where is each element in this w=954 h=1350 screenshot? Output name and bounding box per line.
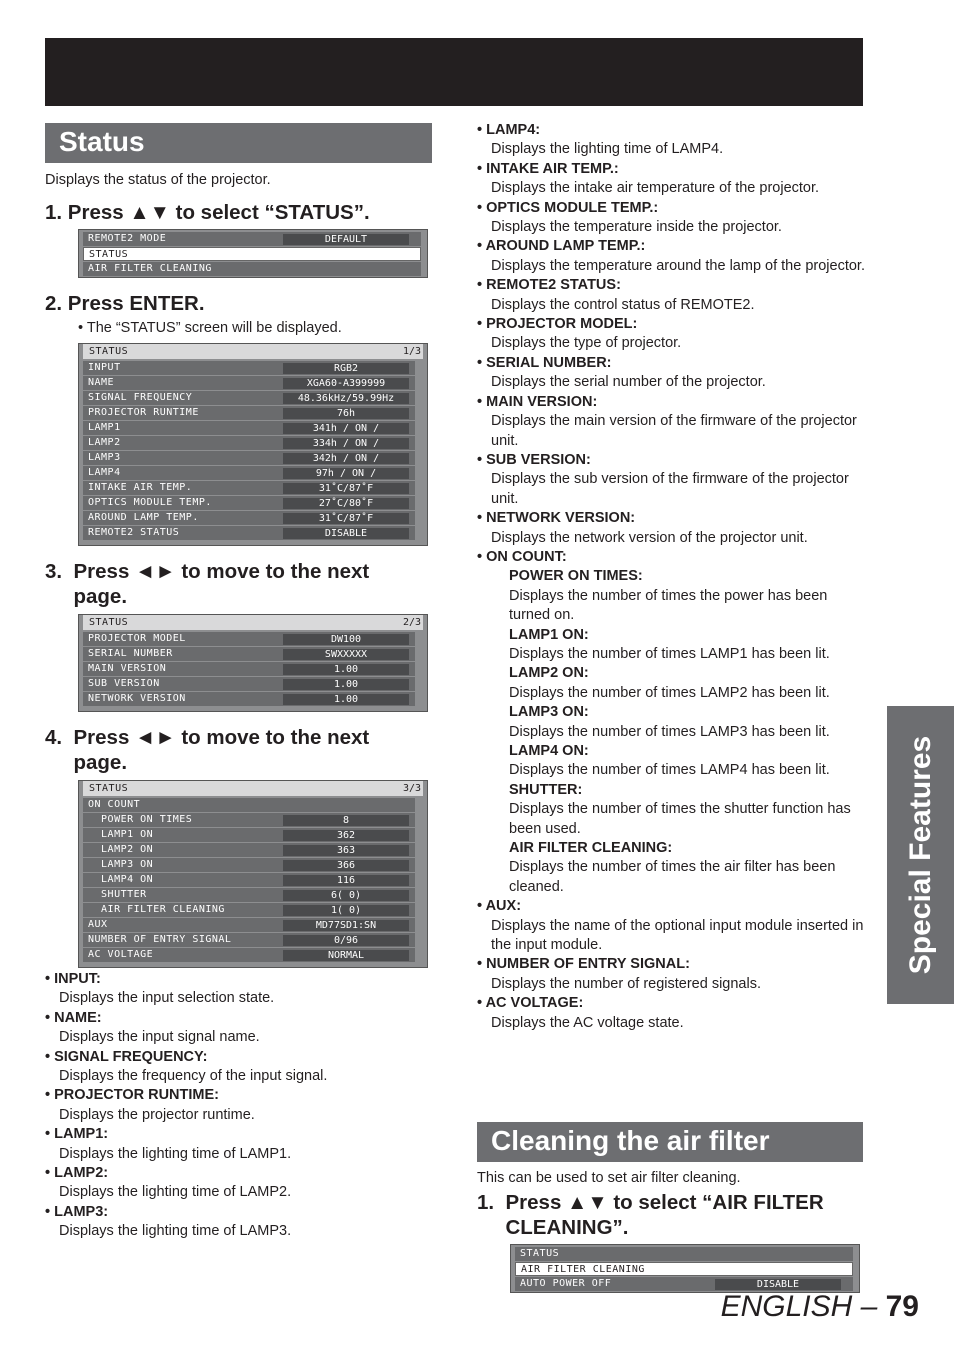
description-text: Displays the input selection state. bbox=[59, 990, 275, 1007]
status-row-label: NETWORK VERSION bbox=[88, 693, 186, 704]
description-item bbox=[45, 1086, 425, 1125]
description-term: • REMOTE2 STATUS: bbox=[477, 276, 867, 295]
description-text: Displays the temperature around the lamp of the projector. bbox=[491, 257, 865, 274]
description-item bbox=[477, 548, 867, 567]
description-term: • AROUND LAMP TEMP.: bbox=[477, 237, 867, 256]
menu-row-label: STATUS bbox=[89, 249, 129, 260]
description-term: • LAMP1: bbox=[45, 1125, 425, 1144]
status-screen-page-3 bbox=[78, 780, 428, 968]
description-item bbox=[477, 664, 867, 703]
status-screen-page-number: 1/3 bbox=[402, 346, 421, 357]
side-tab bbox=[887, 706, 954, 1004]
description-text: Displays the temperature inside the projector. bbox=[491, 219, 782, 236]
description-item bbox=[45, 1125, 425, 1164]
cleaning-intro: This can be used to set air filter cleaning. bbox=[477, 1170, 741, 1186]
status-row-value: 48.36kHz/59.99Hz bbox=[283, 393, 409, 404]
status-row-label: LAMP4 bbox=[88, 467, 121, 478]
status-row bbox=[83, 421, 415, 435]
status-step-3: 3. Press ◄► to move to the next page. bbox=[45, 560, 370, 608]
status-heading: Status bbox=[45, 123, 432, 163]
description-item bbox=[477, 354, 867, 393]
description-text: Displays the number of times LAMP3 has been lit. bbox=[509, 723, 830, 740]
description-text: Displays the AC voltage state. bbox=[491, 1014, 684, 1031]
status-row-label: POWER ON TIMES bbox=[88, 814, 193, 825]
description-item bbox=[45, 1009, 425, 1048]
description-term: • SIGNAL FREQUENCY: bbox=[45, 1048, 425, 1067]
description-text: Displays the lighting time of LAMP3. bbox=[59, 1223, 292, 1240]
status-row-label: INPUT bbox=[88, 362, 121, 373]
status-row-value: 1.00 bbox=[283, 679, 409, 690]
description-term: • NUMBER OF ENTRY SIGNAL: bbox=[477, 955, 867, 974]
status-row-value: 366 bbox=[283, 860, 409, 871]
menu-row-value: DEFAULT bbox=[283, 234, 409, 245]
status-row bbox=[83, 828, 415, 842]
status-row-label: LAMP3 ON bbox=[88, 859, 154, 870]
description-text: Displays the number of times the shutter function has been used. bbox=[509, 801, 851, 837]
description-term: LAMP3 ON: bbox=[509, 704, 589, 721]
status-row bbox=[83, 873, 415, 887]
description-text: Displays the control status of REMOTE2. bbox=[491, 296, 755, 313]
status-row bbox=[83, 933, 415, 947]
description-item bbox=[477, 839, 867, 897]
description-item bbox=[477, 315, 867, 354]
footer-language: ENGLISH – bbox=[720, 1290, 886, 1323]
description-text: Displays the lighting time of LAMP2. bbox=[59, 1184, 292, 1201]
description-text: Displays the input signal name. bbox=[59, 1029, 260, 1046]
description-term: • MAIN VERSION: bbox=[477, 393, 867, 412]
status-row-label: AROUND LAMP TEMP. bbox=[88, 512, 199, 523]
menu-status-select bbox=[78, 229, 428, 278]
description-text: Displays the lighting time of LAMP4. bbox=[491, 141, 724, 158]
description-term: • LAMP2: bbox=[45, 1164, 425, 1183]
status-row bbox=[83, 526, 415, 540]
status-row-label: ON COUNT bbox=[88, 799, 141, 810]
status-row-value: 362 bbox=[283, 830, 409, 841]
status-row bbox=[83, 632, 415, 646]
description-item bbox=[477, 781, 867, 839]
status-row-label: INTAKE AIR TEMP. bbox=[88, 482, 193, 493]
status-screen-page-number: 2/3 bbox=[402, 617, 421, 628]
menu-row bbox=[515, 1247, 853, 1261]
status-row-label: MAIN VERSION bbox=[88, 663, 167, 674]
description-text: Displays the number of times the air filter has been cleaned. bbox=[509, 859, 836, 895]
status-row-value: XGA60-A399999 bbox=[283, 378, 409, 389]
status-row-label: PROJECTOR RUNTIME bbox=[88, 407, 199, 418]
status-row bbox=[83, 662, 415, 676]
side-tab-label: Special Features bbox=[903, 735, 937, 975]
status-row bbox=[83, 361, 415, 375]
status-step-2-note: • The “STATUS” screen will be displayed. bbox=[78, 320, 342, 336]
status-row-value: 31˚C/87˚F bbox=[283, 483, 409, 494]
description-text: Displays the lighting time of LAMP1. bbox=[59, 1145, 292, 1162]
menu-row bbox=[515, 1277, 853, 1291]
description-item bbox=[45, 1164, 425, 1203]
status-row bbox=[83, 692, 415, 706]
status-row-value: 1.00 bbox=[283, 694, 409, 705]
description-term: • NAME: bbox=[45, 1009, 425, 1028]
left-descriptions bbox=[45, 970, 425, 1242]
status-row bbox=[83, 391, 415, 405]
description-term: • PROJECTOR RUNTIME: bbox=[45, 1086, 425, 1105]
description-term: LAMP2 ON: bbox=[509, 665, 589, 682]
description-term: • LAMP3: bbox=[45, 1203, 425, 1222]
status-screen-page-number: 3/3 bbox=[402, 783, 421, 794]
description-item bbox=[477, 160, 867, 199]
status-row-label: LAMP3 bbox=[88, 452, 121, 463]
description-item bbox=[45, 1203, 425, 1242]
description-item bbox=[477, 121, 867, 160]
status-row bbox=[83, 481, 415, 495]
status-row-label: LAMP2 ON bbox=[88, 844, 154, 855]
status-row-value: 31˚C/87˚F bbox=[283, 513, 409, 524]
description-item bbox=[477, 703, 867, 742]
description-term: LAMP1 ON: bbox=[509, 626, 589, 643]
description-text: Displays the number of registered signals. bbox=[491, 975, 761, 992]
description-item bbox=[477, 567, 867, 625]
status-row-label: AC VOLTAGE bbox=[88, 949, 154, 960]
cleaning-step-1: 1. Press ▲▼ to select “AIR FILTER CLEANING”. bbox=[477, 1191, 824, 1239]
menu-row-label: AUTO POWER OFF bbox=[520, 1278, 612, 1289]
status-screen-title: STATUS bbox=[89, 783, 129, 794]
description-item bbox=[477, 994, 867, 1033]
status-row-label: SHUTTER bbox=[88, 889, 147, 900]
status-row bbox=[83, 843, 415, 857]
status-row-label: SUB VERSION bbox=[88, 678, 160, 689]
description-term: • AC VOLTAGE: bbox=[477, 994, 867, 1013]
status-row-value: 341h / ON / bbox=[283, 423, 409, 434]
status-row-value: NORMAL bbox=[283, 950, 409, 961]
status-row-value: 342h / ON / bbox=[283, 453, 409, 464]
status-row-label: PROJECTOR MODEL bbox=[88, 633, 186, 644]
status-row-value: MD77SD1:SN bbox=[283, 920, 409, 931]
description-text: Displays the projector runtime. bbox=[59, 1106, 255, 1123]
description-term: • LAMP4: bbox=[477, 121, 867, 140]
menu-row bbox=[83, 247, 421, 261]
status-screen-page-2 bbox=[78, 614, 428, 712]
status-step-1: 1. Press ▲▼ to select “STATUS”. bbox=[45, 201, 370, 224]
description-term: • INPUT: bbox=[45, 970, 425, 989]
status-row-label: LAMP2 bbox=[88, 437, 121, 448]
status-row-value: DW100 bbox=[283, 634, 409, 645]
description-text: Displays the name of the optional input module inserted in the input module. bbox=[491, 917, 864, 954]
status-row-label: LAMP1 ON bbox=[88, 829, 154, 840]
top-banner bbox=[45, 38, 863, 106]
status-row bbox=[83, 798, 415, 812]
menu-row-label: AIR FILTER CLEANING bbox=[88, 263, 212, 274]
menu-row bbox=[515, 1262, 853, 1276]
status-row-value: 363 bbox=[283, 845, 409, 856]
description-text: Displays the serial number of the projector. bbox=[491, 374, 766, 391]
status-row bbox=[83, 918, 415, 932]
description-term: • SERIAL NUMBER: bbox=[477, 354, 867, 373]
description-item bbox=[477, 742, 867, 781]
status-row-value: 1.00 bbox=[283, 664, 409, 675]
status-row-value: 6( 0) bbox=[283, 890, 409, 901]
menu-row bbox=[83, 262, 421, 276]
status-screen-header bbox=[83, 344, 423, 359]
status-row-label: AIR FILTER CLEANING bbox=[88, 904, 225, 915]
status-row-label: NAME bbox=[88, 377, 115, 388]
status-row-value: 116 bbox=[283, 875, 409, 886]
page-number: 79 bbox=[885, 1290, 919, 1323]
description-text: Displays the type of projector. bbox=[491, 335, 682, 352]
status-row bbox=[83, 451, 415, 465]
description-term: • OPTICS MODULE TEMP.: bbox=[477, 199, 867, 218]
description-term: POWER ON TIMES: bbox=[509, 568, 643, 585]
description-text: Displays the frequency of the input signal. bbox=[59, 1068, 328, 1085]
status-row-label: OPTICS MODULE TEMP. bbox=[88, 497, 212, 508]
status-row bbox=[83, 466, 415, 480]
status-row bbox=[83, 376, 415, 390]
description-term: AIR FILTER CLEANING: bbox=[509, 840, 673, 857]
status-row-label: REMOTE2 STATUS bbox=[88, 527, 180, 538]
description-text: Displays the sub version of the firmware of the projector unit. bbox=[491, 471, 849, 507]
menu-row-value: DISABLE bbox=[715, 1279, 841, 1290]
description-item bbox=[477, 509, 867, 548]
right-descriptions bbox=[477, 121, 867, 1033]
status-row bbox=[83, 888, 415, 902]
description-term: LAMP4 ON: bbox=[509, 743, 589, 759]
description-term: • INTAKE AIR TEMP.: bbox=[477, 160, 867, 179]
description-term: • ON COUNT: bbox=[477, 548, 867, 567]
status-row-value: 0/96 bbox=[283, 935, 409, 946]
status-row bbox=[83, 406, 415, 420]
status-row bbox=[83, 496, 415, 510]
description-text: Displays the intake air temperature of the projector. bbox=[491, 180, 820, 197]
description-item bbox=[477, 237, 867, 276]
description-item bbox=[477, 626, 867, 665]
description-item bbox=[477, 955, 867, 994]
status-row-value: 97h / ON / bbox=[283, 468, 409, 479]
description-text: Displays the main version of the firmware of the projector unit. bbox=[491, 413, 857, 449]
status-row-label: SIGNAL FREQUENCY bbox=[88, 392, 193, 403]
status-intro: Displays the status of the projector. bbox=[45, 172, 271, 188]
status-screen-page-1 bbox=[78, 343, 428, 546]
description-item bbox=[45, 1048, 425, 1087]
description-text: Displays the number of times LAMP1 has been lit. bbox=[509, 645, 830, 662]
menu-row-label: STATUS bbox=[520, 1248, 560, 1259]
description-term: • PROJECTOR MODEL: bbox=[477, 315, 867, 334]
status-screen-header bbox=[83, 615, 423, 630]
status-step-2: 2. Press ENTER. bbox=[45, 292, 205, 315]
status-screen-header bbox=[83, 781, 423, 796]
status-screen-title: STATUS bbox=[89, 346, 129, 357]
description-item bbox=[45, 970, 425, 1009]
description-item bbox=[477, 897, 867, 955]
status-row-label: NUMBER OF ENTRY SIGNAL bbox=[88, 934, 232, 945]
description-item bbox=[477, 451, 867, 509]
cleaning-heading: Cleaning the air filter bbox=[477, 1122, 863, 1162]
menu-row-label: AIR FILTER CLEANING bbox=[521, 1264, 645, 1275]
description-item bbox=[477, 393, 867, 451]
menu-air-filter-select bbox=[510, 1244, 860, 1293]
status-row-value: 8 bbox=[283, 815, 409, 826]
status-row-value: SWXXXXX bbox=[283, 649, 409, 660]
status-row bbox=[83, 511, 415, 525]
description-text: Displays the network version of the projector unit. bbox=[491, 529, 808, 546]
description-term: SHUTTER: bbox=[509, 781, 583, 798]
description-text: Displays the number of times the power has been turned on. bbox=[509, 587, 828, 624]
menu-row-label: REMOTE2 MODE bbox=[88, 233, 167, 244]
status-row-value: 76h bbox=[283, 408, 409, 419]
description-item bbox=[477, 276, 867, 315]
description-item bbox=[477, 199, 867, 238]
status-row-label: LAMP1 bbox=[88, 422, 121, 433]
status-row-value: 1( 0) bbox=[283, 905, 409, 916]
status-row bbox=[83, 436, 415, 450]
status-row-value: DISABLE bbox=[283, 528, 409, 539]
status-row bbox=[83, 858, 415, 872]
menu-row bbox=[83, 232, 421, 246]
description-term: • AUX: bbox=[477, 897, 867, 916]
status-row-value: 27˚C/80˚F bbox=[283, 498, 409, 509]
status-screen-title: STATUS bbox=[89, 617, 129, 628]
description-term: • NETWORK VERSION: bbox=[477, 509, 867, 528]
status-row-label: SERIAL NUMBER bbox=[88, 648, 173, 659]
status-row-label: AUX bbox=[88, 919, 108, 930]
status-row bbox=[83, 647, 415, 661]
status-step-4: 4. Press ◄► to move to the next page. bbox=[45, 726, 370, 774]
status-row-value: RGB2 bbox=[283, 363, 409, 374]
status-row bbox=[83, 813, 415, 827]
description-text: Displays the number of times LAMP2 has been lit. bbox=[509, 684, 830, 701]
status-row bbox=[83, 948, 415, 962]
status-row-value: 334h / ON / bbox=[283, 438, 409, 449]
status-row-label: LAMP4 ON bbox=[88, 874, 154, 885]
description-term: • SUB VERSION: bbox=[477, 451, 867, 470]
page-footer bbox=[721, 1290, 919, 1324]
status-row bbox=[83, 677, 415, 691]
description-text: Displays the number of times LAMP4 has been lit. bbox=[509, 762, 830, 779]
status-row bbox=[83, 903, 415, 917]
